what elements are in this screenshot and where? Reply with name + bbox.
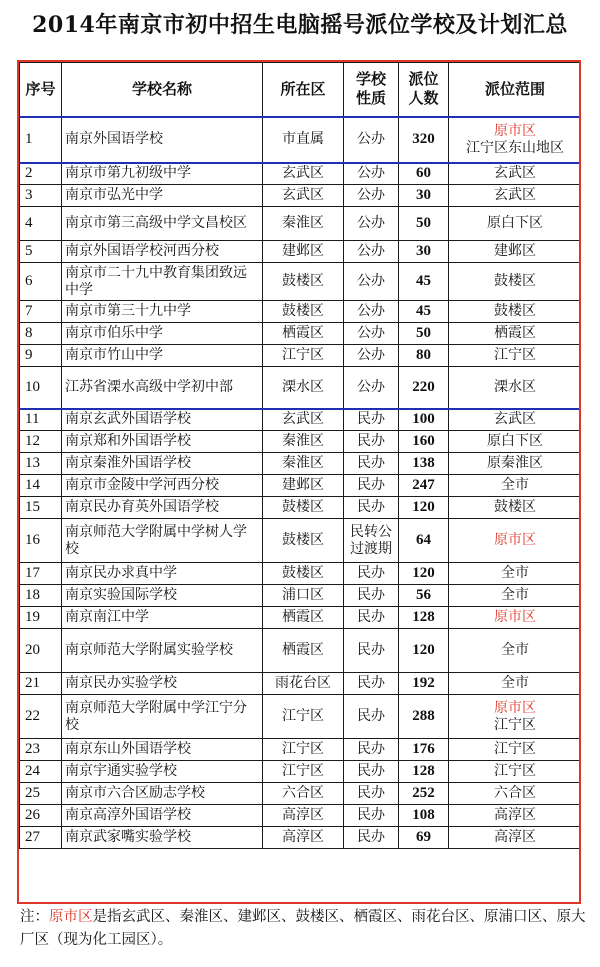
school-name: 南京武家嘴实验学校: [62, 827, 263, 849]
allocation-count: 100: [399, 409, 449, 431]
school-type: 公办: [344, 263, 399, 301]
school-name: 南京市二十九中教育集团致远中学: [62, 263, 263, 301]
table-row: [20, 739, 582, 761]
header-district: 所在区: [263, 63, 344, 117]
allocation-range-text: 全市: [501, 587, 529, 603]
school-district: 栖霞区: [263, 607, 344, 629]
school-name: 南京市六合区励志学校: [62, 783, 263, 805]
school-name: 南京宇通实验学校: [62, 761, 263, 783]
school-name: 南京市第九初级中学: [62, 163, 263, 185]
row-seq: 23: [20, 739, 62, 761]
allocation-range: [449, 431, 582, 453]
row-seq: 7: [20, 301, 62, 323]
allocation-range-text-2: 江宁区: [494, 716, 536, 733]
allocation-range: [449, 695, 582, 739]
allocation-count: 320: [399, 117, 449, 163]
table-row: [20, 117, 582, 163]
school-district: 高淳区: [263, 827, 344, 849]
allocation-range: [449, 367, 582, 409]
allocation-count: 247: [399, 475, 449, 497]
header-type-line2: 性质: [355, 89, 386, 108]
school-district: 浦口区: [263, 585, 344, 607]
table-row: [20, 783, 582, 805]
allocation-count: 120: [399, 563, 449, 585]
table-row: [20, 497, 582, 519]
allocation-range-text: 全市: [501, 477, 529, 493]
allocation-range: [449, 563, 582, 585]
row-seq: 14: [20, 475, 62, 497]
school-type: 民办: [344, 783, 399, 805]
school-name: 南京民办实验学校: [62, 673, 263, 695]
school-name: 南京师范大学附属中学树人学校: [62, 519, 263, 563]
allocation-range: [449, 453, 582, 475]
row-seq: 8: [20, 323, 62, 345]
school-name: 江苏省溧水高级中学初中部: [62, 367, 263, 409]
school-name: 南京民办育英外国语学校: [62, 497, 263, 519]
school-district: 鼓楼区: [263, 497, 344, 519]
allocation-range: [449, 117, 582, 163]
table-row: [20, 241, 582, 263]
allocation-range-text: 江宁区: [494, 741, 536, 757]
allocation-count: 45: [399, 301, 449, 323]
allocation-range: [449, 827, 582, 849]
allocation-range-text: 鼓楼区: [494, 499, 536, 515]
school-name: 南京外国语学校河西分校: [62, 241, 263, 263]
allocation-range: [449, 185, 582, 207]
school-type: 民办: [344, 739, 399, 761]
row-seq: 11: [20, 409, 62, 431]
school-type: 民办: [344, 409, 399, 431]
allocation-count: 160: [399, 431, 449, 453]
table-row: [20, 607, 582, 629]
allocation-range-text-2: 江宁区东山地区: [466, 139, 564, 156]
allocation-range-text: 原市区: [494, 532, 536, 548]
row-seq: 25: [20, 783, 62, 805]
allocation-range: [449, 761, 582, 783]
table-row: [20, 367, 582, 409]
school-name: 南京南江中学: [62, 607, 263, 629]
school-type: 民办: [344, 827, 399, 849]
school-district: 江宁区: [263, 761, 344, 783]
table-row: [20, 301, 582, 323]
allocation-range-text: 高淳区: [494, 807, 536, 823]
row-seq: 4: [20, 207, 62, 241]
allocation-count: 64: [399, 519, 449, 563]
school-type: 公办: [344, 207, 399, 241]
school-name: 南京秦淮外国语学校: [62, 453, 263, 475]
header-row: [20, 63, 582, 117]
page-title: 2014年南京市初中招生电脑摇号派位学校及计划汇总: [32, 12, 568, 38]
row-seq: 15: [20, 497, 62, 519]
allocation-count: 56: [399, 585, 449, 607]
allocation-count: 192: [399, 673, 449, 695]
allocation-count: 69: [399, 827, 449, 849]
table-row: [20, 431, 582, 453]
row-seq: 18: [20, 585, 62, 607]
allocation-count: 50: [399, 207, 449, 241]
allocation-range-text: 建邺区: [494, 243, 536, 259]
allocation-range: [449, 409, 582, 431]
allocation-count: 30: [399, 241, 449, 263]
school-type: 民办: [344, 629, 399, 673]
table-row: [20, 453, 582, 475]
allocation-range: [449, 629, 582, 673]
allocation-range-text: 全市: [501, 642, 529, 658]
row-seq: 26: [20, 805, 62, 827]
row-seq: 20: [20, 629, 62, 673]
school-name: 南京市第三高级中学文昌校区: [62, 207, 263, 241]
allocation-range-text: 原秦淮区: [487, 455, 543, 471]
row-seq: 12: [20, 431, 62, 453]
school-type: 民办: [344, 607, 399, 629]
school-type: 公办: [344, 345, 399, 367]
allocation-range-text: 玄武区: [494, 411, 536, 428]
table-row: [20, 519, 582, 563]
school-district: 建邺区: [263, 241, 344, 263]
school-district: 江宁区: [263, 695, 344, 739]
school-type: 民办: [344, 453, 399, 475]
row-seq: 3: [20, 185, 62, 207]
allocation-count: 288: [399, 695, 449, 739]
row-seq: 22: [20, 695, 62, 739]
table-row: [20, 695, 582, 739]
table-row: [20, 323, 582, 345]
school-type: 民办: [344, 761, 399, 783]
school-district: 玄武区: [263, 163, 344, 185]
allocation-count: 138: [399, 453, 449, 475]
school-name: 南京东山外国语学校: [62, 739, 263, 761]
school-district: 江宁区: [263, 739, 344, 761]
allocation-range-text: 玄武区: [494, 165, 536, 182]
school-district: 建邺区: [263, 475, 344, 497]
table-row: [20, 263, 582, 301]
school-name: 南京市弘光中学: [62, 185, 263, 207]
allocation-count: 176: [399, 739, 449, 761]
footnote-text: 是指玄武区、秦淮区、建邺区、鼓楼区、栖霞区、雨花台区、原浦口区、原大厂区（现为化工园区）。: [20, 909, 586, 948]
allocation-count: 128: [399, 607, 449, 629]
school-type: 民办: [344, 673, 399, 695]
table-row: [20, 761, 582, 783]
table-row: [20, 563, 582, 585]
school-type: 民办: [344, 431, 399, 453]
school-type: 公办: [344, 117, 399, 163]
header-range: 派位范围: [449, 63, 582, 117]
allocation-range-text: 原市区: [494, 699, 536, 716]
allocation-range-text: 原白下区: [487, 215, 543, 231]
table-row: [20, 163, 582, 185]
allocation-range: [449, 783, 582, 805]
row-seq: 13: [20, 453, 62, 475]
allocation-range: [449, 323, 582, 345]
footnote: [20, 906, 590, 952]
allocation-range: [449, 585, 582, 607]
school-name: 南京外国语学校: [62, 117, 263, 163]
allocation-range: [449, 301, 582, 323]
allocation-count: 45: [399, 263, 449, 301]
table-row: [20, 207, 582, 241]
allocation-range: [449, 475, 582, 497]
school-type: 公办: [344, 367, 399, 409]
school-district: 鼓楼区: [263, 301, 344, 323]
row-seq: 24: [20, 761, 62, 783]
school-name: 南京市第三十九中学: [62, 301, 263, 323]
header-count-line2: 人数: [408, 89, 439, 108]
school-type: 民办: [344, 805, 399, 827]
school-district: 鼓楼区: [263, 263, 344, 301]
school-district: 江宁区: [263, 345, 344, 367]
table-row: [20, 475, 582, 497]
table-row: [20, 827, 582, 849]
footnote-term: 原市区: [49, 909, 93, 925]
allocation-range-text: 高淳区: [494, 829, 536, 845]
table-row: [20, 805, 582, 827]
header-seq: 序号: [20, 63, 62, 117]
allocation-range: [449, 163, 582, 185]
header-type: [344, 63, 399, 117]
school-name: 南京市金陵中学河西分校: [62, 475, 263, 497]
allocation-range-text: 原白下区: [487, 433, 543, 449]
school-type: 公办: [344, 301, 399, 323]
allocation-range-text: 溧水区: [494, 378, 536, 395]
row-seq: 5: [20, 241, 62, 263]
row-seq: 16: [20, 519, 62, 563]
allocation-range: [449, 519, 582, 563]
allocation-count: 108: [399, 805, 449, 827]
allocation-range-text: 原市区: [494, 609, 536, 625]
table-row: [20, 585, 582, 607]
school-name: 南京玄武外国语学校: [62, 409, 263, 431]
allocation-range-text: 江宁区: [494, 347, 536, 363]
allocation-range: [449, 607, 582, 629]
school-type: 民办: [344, 475, 399, 497]
table-row: [20, 185, 582, 207]
school-name: 南京师范大学附属实验学校: [62, 629, 263, 673]
table-row: [20, 629, 582, 673]
allocation-range: [449, 673, 582, 695]
school-type: 民办: [344, 695, 399, 739]
school-type: 民转公过渡期: [344, 519, 399, 563]
allocation-range-text: 原市区: [494, 122, 536, 139]
school-name: 南京市伯乐中学: [62, 323, 263, 345]
school-type: 民办: [344, 497, 399, 519]
school-name: 南京师范大学附属中学江宁分校: [62, 695, 263, 739]
row-seq: 2: [20, 163, 62, 185]
school-district: 栖霞区: [263, 629, 344, 673]
summary-table-frame: [17, 60, 581, 904]
school-type: 公办: [344, 163, 399, 185]
row-seq: 27: [20, 827, 62, 849]
school-name: 南京郑和外国语学校: [62, 431, 263, 453]
table-body: [20, 117, 582, 849]
header-count: [399, 63, 449, 117]
school-name: 南京高淳外国语学校: [62, 805, 263, 827]
school-type: 公办: [344, 185, 399, 207]
footnote-prefix: 注：: [20, 909, 49, 925]
allocation-range-text: 江宁区: [494, 763, 536, 779]
allocation-range-text: 鼓楼区: [494, 303, 536, 319]
allocation-range: [449, 263, 582, 301]
school-district: 秦淮区: [263, 431, 344, 453]
allocation-range: [449, 207, 582, 241]
allocation-range: [449, 805, 582, 827]
school-district: 鼓楼区: [263, 519, 344, 563]
allocation-range: [449, 345, 582, 367]
allocation-range-text: 玄武区: [494, 187, 536, 203]
allocation-count: 30: [399, 185, 449, 207]
allocation-count: 120: [399, 629, 449, 673]
allocation-range-text: 全市: [501, 565, 529, 581]
allocation-count: 80: [399, 345, 449, 367]
school-district: 高淳区: [263, 805, 344, 827]
row-seq: 19: [20, 607, 62, 629]
table-row: [20, 673, 582, 695]
row-seq: 17: [20, 563, 62, 585]
allocation-count: 60: [399, 163, 449, 185]
header-name: 学校名称: [62, 63, 263, 117]
allocation-range-text: 鼓楼区: [494, 273, 536, 289]
school-district: 秦淮区: [263, 207, 344, 241]
school-district: 六合区: [263, 783, 344, 805]
row-seq: 1: [20, 117, 62, 163]
allocation-range-text: 全市: [501, 675, 529, 691]
header-count-line1: 派位: [408, 70, 439, 89]
school-district: 玄武区: [263, 409, 344, 431]
allocation-range: [449, 739, 582, 761]
school-name: 南京实验国际学校: [62, 585, 263, 607]
table-row: [20, 345, 582, 367]
allocation-count: 128: [399, 761, 449, 783]
school-district: 栖霞区: [263, 323, 344, 345]
school-type: 公办: [344, 323, 399, 345]
school-district: 玄武区: [263, 185, 344, 207]
school-district: 秦淮区: [263, 453, 344, 475]
allocation-range: [449, 497, 582, 519]
allocation-range-text: 栖霞区: [494, 325, 536, 341]
row-seq: 21: [20, 673, 62, 695]
allocation-count: 120: [399, 497, 449, 519]
school-district: 鼓楼区: [263, 563, 344, 585]
allocation-count: 220: [399, 367, 449, 409]
row-seq: 9: [20, 345, 62, 367]
school-district: 溧水区: [263, 367, 344, 409]
school-name: 南京市竹山中学: [62, 345, 263, 367]
schools-table: [19, 62, 581, 849]
allocation-range: [449, 241, 582, 263]
allocation-range-text: 六合区: [494, 785, 536, 801]
allocation-count: 252: [399, 783, 449, 805]
school-type: 民办: [344, 563, 399, 585]
school-district: 雨花台区: [263, 673, 344, 695]
table-row: [20, 409, 582, 431]
school-district: 市直属: [263, 117, 344, 163]
school-type: 公办: [344, 241, 399, 263]
row-seq: 6: [20, 263, 62, 301]
school-type: 民办: [344, 585, 399, 607]
allocation-count: 50: [399, 323, 449, 345]
row-seq: 10: [20, 367, 62, 409]
school-name: 南京民办求真中学: [62, 563, 263, 585]
header-type-line1: 学校: [355, 70, 386, 89]
